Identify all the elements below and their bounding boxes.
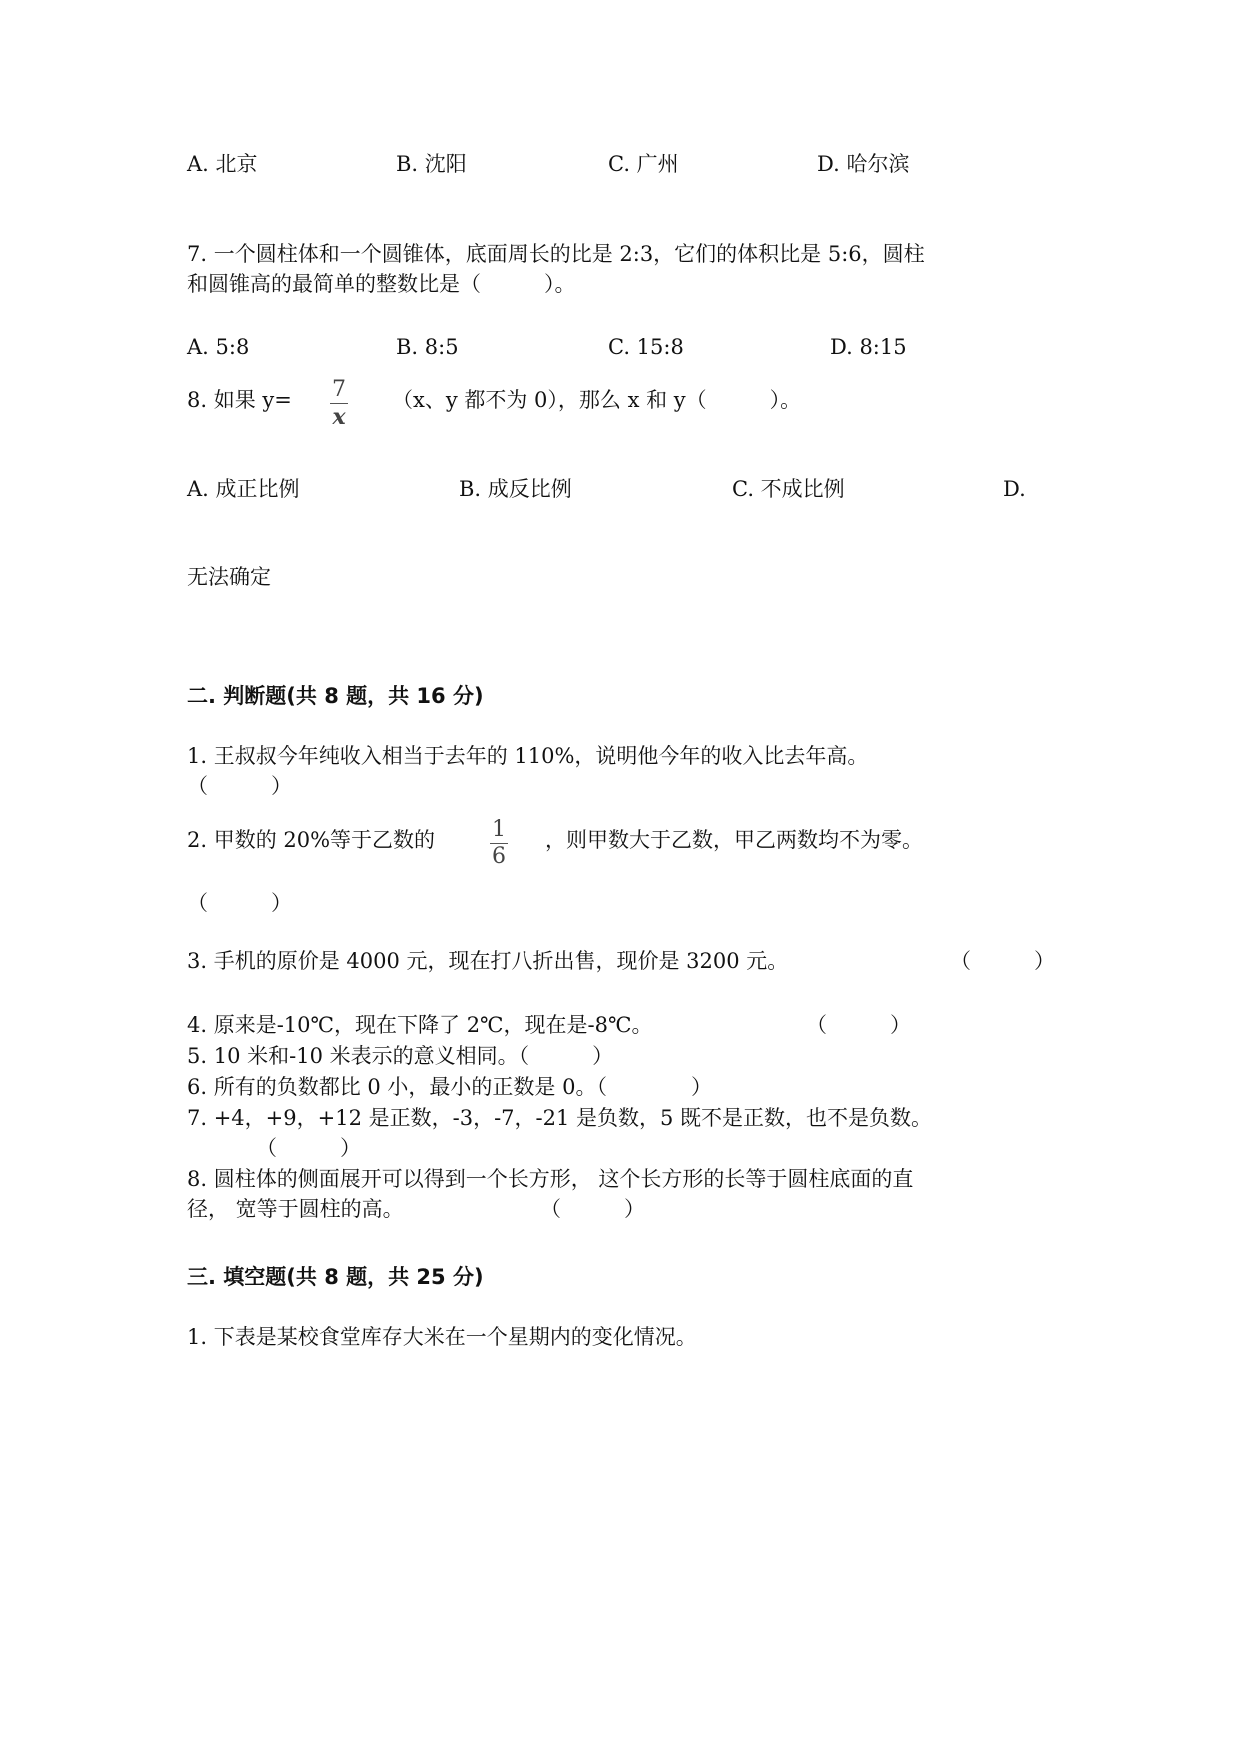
s2-q2-paren: （ ） — [187, 891, 292, 915]
q8-fraction — [330, 378, 348, 429]
s2-q8-paren: （ ） — [540, 1197, 645, 1221]
s2-q7-line-1: 7. +4，+9，+12 是正数，-3，-7，-21 是负数，5 既不是正数，也不是负数。 — [187, 1106, 933, 1130]
s3-q1-text: 1. 下表是某校食堂库存大米在一个星期内的变化情况。 — [187, 1325, 697, 1349]
q6-option-b: B. 沈阳 — [396, 152, 467, 176]
s2-q4-text: 4. 原来是-10℃，现在下降了 2℃，现在是-8℃。 — [187, 1013, 653, 1037]
s2-q2-fraction-denominator: 6 — [492, 844, 506, 869]
s2-q8-line-2: 径， 宽等于圆柱的高。 — [187, 1197, 404, 1221]
q6-option-d: D. 哈尔滨 — [817, 152, 910, 176]
q8-option-d: D. — [1003, 477, 1026, 501]
q8-suffix: （x、y 都不为 0），那么 x 和 y（ ）。 — [392, 388, 802, 412]
q7-option-d: D. 8:15 — [830, 335, 907, 359]
q7-option-a: A. 5:8 — [187, 335, 250, 359]
q8-fraction-numerator: 7 — [332, 377, 346, 402]
q8-option-c: C. 不成比例 — [732, 477, 845, 501]
q7-option-c: C. 15:8 — [608, 335, 684, 359]
q8-fraction-denominator: x — [332, 404, 346, 430]
s2-q1-line-1: 1. 王叔叔今年纯收入相当于去年的 110%，说明他今年的收入比去年高。 — [187, 744, 869, 768]
s2-q5-text: 5. 10 米和-10 米表示的意义相同。（ ） — [187, 1044, 614, 1068]
q8-option-a: A. 成正比例 — [187, 477, 300, 501]
s2-q2-fraction-numerator: 1 — [492, 817, 506, 842]
q6-option-a: A. 北京 — [187, 152, 258, 176]
section-3-heading: 三. 填空题(共 8 题，共 25 分) — [187, 1265, 484, 1289]
s2-q3-paren: （ ） — [950, 949, 1055, 973]
s2-q6-text: 6. 所有的负数都比 0 小，最小的正数是 0。（ ） — [187, 1075, 712, 1099]
s2-q8-line-1: 8. 圆柱体的侧面展开可以得到一个长方形， 这个长方形的长等于圆柱底面的直 — [187, 1167, 914, 1191]
q8-option-d-continued: 无法确定 — [187, 565, 271, 589]
s2-q2-prefix: 2. 甲数的 20%等于乙数的 — [187, 828, 436, 852]
q7-option-b: B. 8:5 — [396, 335, 459, 359]
q7-line-1: 7. 一个圆柱体和一个圆锥体，底面周长的比是 2:3，它们的体积比是 5:6，圆柱 — [187, 242, 925, 266]
s2-q4-paren: （ ） — [806, 1013, 911, 1037]
q7-line-2: 和圆锥高的最简单的整数比是（ ）。 — [187, 272, 576, 296]
q6-option-c: C. 广州 — [608, 152, 679, 176]
s2-q3-text: 3. 手机的原价是 4000 元，现在打八折出售，现价是 3200 元。 — [187, 949, 789, 973]
q8-prefix: 8. 如果 y= — [187, 388, 292, 412]
s2-q1-paren: （ ） — [187, 774, 292, 798]
s2-q2-fraction — [490, 818, 508, 869]
section-2-heading: 二. 判断题(共 8 题，共 16 分) — [187, 684, 484, 708]
s2-q2-suffix: ，则甲数大于乙数，甲乙两数均不为零。 — [545, 828, 923, 852]
q8-option-b: B. 成反比例 — [459, 477, 572, 501]
s2-q7-paren: （ ） — [256, 1136, 361, 1160]
